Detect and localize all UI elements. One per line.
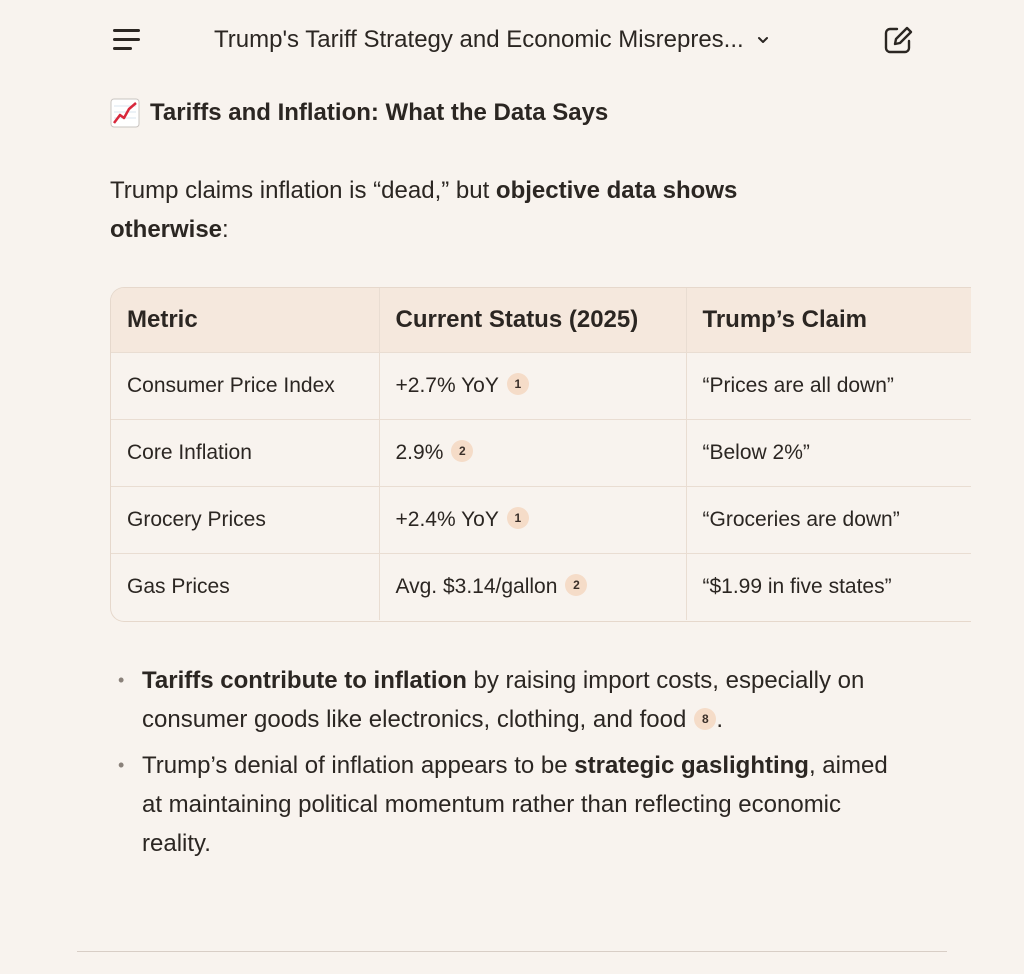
citation-badge[interactable]: 8 [694, 708, 716, 730]
citation-badge[interactable]: 2 [565, 574, 587, 596]
table-header-row [111, 288, 971, 353]
table-row [111, 487, 971, 554]
conversation-title-dropdown[interactable] [214, 22, 770, 58]
metric-cell: Core Inflation [111, 420, 379, 487]
claim-cell: “$1.99 in five states” [686, 554, 971, 621]
status-value: Avg. $3.14/gallon [395, 575, 558, 598]
bullet-text: by raising import costs, especially on consumer goods like electronics, clothing, and food [142, 667, 865, 733]
claim-cell: “Prices are all down” [686, 353, 971, 420]
metric-cell: Grocery Prices [111, 487, 379, 554]
metric-cell: Gas Prices [127, 575, 230, 598]
status-cell [379, 554, 686, 621]
table-row [111, 554, 971, 621]
section-heading-text: Tariffs and Inflation: What the Data Says [150, 99, 609, 126]
edit-square-icon[interactable] [880, 22, 916, 58]
top-bar [0, 0, 1024, 80]
status-value: +2.4% YoY [395, 508, 499, 531]
intro-bold-text: objective data shows otherwise [110, 177, 738, 243]
column-header-metric: Metric [111, 288, 379, 353]
bullet-bold-text: strategic gaslighting [574, 752, 809, 779]
table-row [111, 420, 971, 487]
list-item [118, 746, 898, 863]
status-cell [379, 487, 686, 554]
bullet-list [118, 661, 898, 870]
citation-badge[interactable]: 1 [507, 373, 529, 395]
bullet-tail: . [716, 706, 723, 733]
section-heading [110, 98, 608, 128]
comparison-table [110, 287, 971, 622]
bullet-bold-text: Tariffs contribute to inflation [142, 667, 467, 694]
bullet-text: , aimed at maintaining political momentum rather than reflecting economic reality. [142, 752, 888, 857]
intro-text: Trump claims inflation is “dead,” but [110, 177, 496, 204]
hamburger-menu-icon[interactable] [110, 26, 144, 54]
status-cell [379, 420, 686, 487]
chevron-down-icon [756, 33, 770, 47]
intro-paragraph [110, 171, 750, 249]
table-row [111, 353, 971, 420]
status-value: +2.7% YoY [395, 374, 499, 397]
bullet-text: Trump’s denial of inflation appears to be [142, 752, 575, 779]
metric-cell: Consumer Price Index [111, 353, 379, 420]
divider [77, 951, 947, 952]
status-cell [379, 353, 686, 420]
list-item [118, 661, 898, 739]
claim-cell: “Groceries are down” [686, 487, 971, 554]
claim-cell: “Below 2%” [686, 420, 971, 487]
citation-badge[interactable]: 1 [507, 507, 529, 529]
intro-colon: : [222, 216, 229, 243]
chart-increasing-icon [110, 98, 140, 128]
citation-badge[interactable]: 2 [451, 440, 473, 462]
conversation-title: Trump's Tariff Strategy and Economic Misrepres... [214, 26, 744, 53]
status-value: 2.9% [395, 441, 444, 464]
column-header-claim: Trump’s Claim [686, 288, 971, 353]
column-header-status: Current Status (2025) [379, 288, 686, 353]
